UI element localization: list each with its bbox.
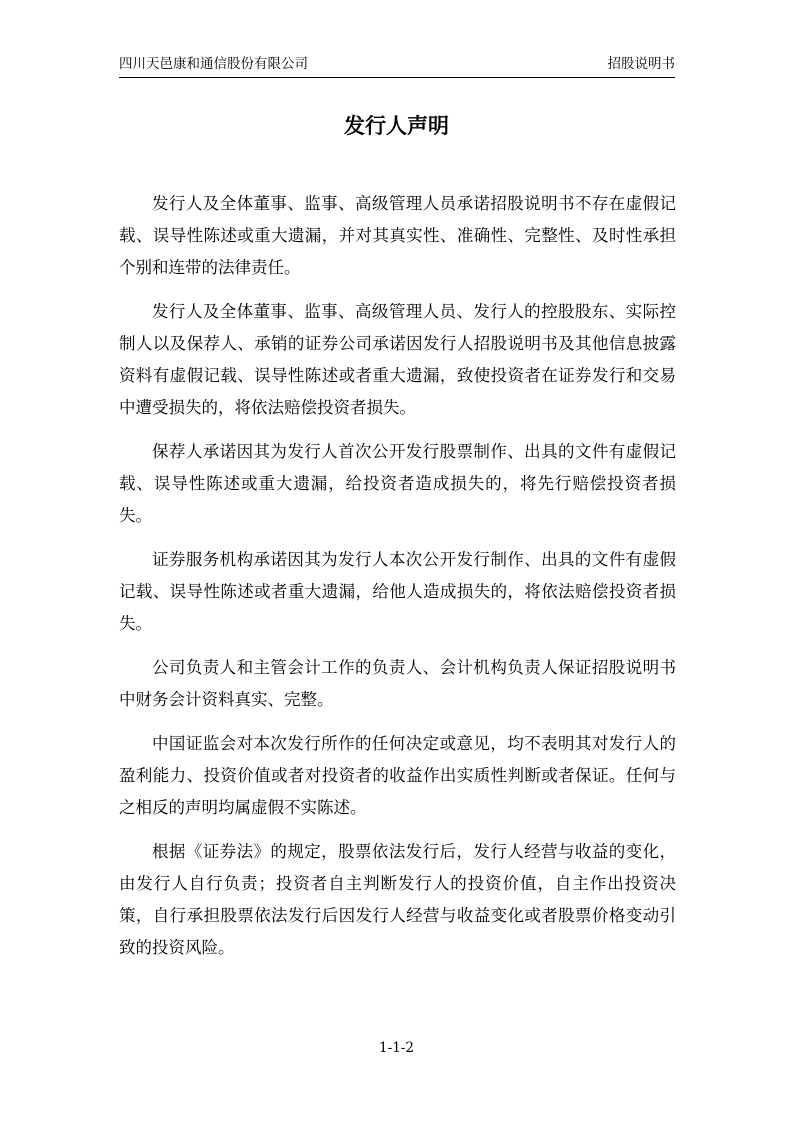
document-body bbox=[119, 188, 676, 976]
header-company-name: 四川天邑康和通信股份有限公司 bbox=[119, 56, 308, 72]
paragraph: 保荐人承诺因其为发行人首次公开发行股票制作、出具的文件有虚假记载、误导性陈述或重大遗漏，给投资者造成损失的，将先行赔偿投资者损失。 bbox=[119, 442, 676, 525]
header-document-type: 招股说明书 bbox=[607, 56, 675, 72]
paragraph: 发行人及全体董事、监事、高级管理人员承诺招股说明书不存在虚假记载、误导性陈述或重大遗漏，并对其真实性、准确性、完整性、及时性承担个别和连带的法律责任。 bbox=[119, 194, 676, 277]
paragraph: 证券服务机构承诺因其为发行人本次公开发行制作、出具的文件有虚假记载、误导性陈述或者重大遗漏，给他人造成损失的，将依法赔偿投资者损失。 bbox=[119, 550, 676, 633]
paragraph: 中国证监会对本次发行所作的任何决定或意见，均不表明其对发行人的盈利能力、投资价值或者对投资者的收益作出实质性判断或者保证。任何与之相反的声明均属虚假不实陈述。 bbox=[119, 734, 676, 817]
paragraph: 发行人及全体董事、监事、高级管理人员、发行人的控股股东、实际控制人以及保荐人、承销的证券公司承诺因发行人招股说明书及其他信息披露资料有虚假记载、误导性陈述或者重大遗漏，致使投资者在证券发行和交易中遭受损失的，将依法赔偿投资者损失。 bbox=[119, 302, 676, 417]
page-number: 1-1-2 bbox=[379, 1040, 414, 1056]
page-title: 发行人声明 bbox=[344, 113, 449, 138]
page-header bbox=[119, 51, 675, 78]
paragraph: 公司负责人和主管会计工作的负责人、会计机构负责人保证招股说明书中财务会计资料真实、完整。 bbox=[119, 658, 676, 709]
paragraph: 根据《证券法》的规定，股票依法发行后，发行人经营与收益的变化，由发行人自行负责；投资者自主判断发行人的投资价值，自主作出投资决策，自行承担股票依法发行后因发行人经营与收益变化或者股票价格变动引致的投资风险。 bbox=[119, 842, 676, 957]
